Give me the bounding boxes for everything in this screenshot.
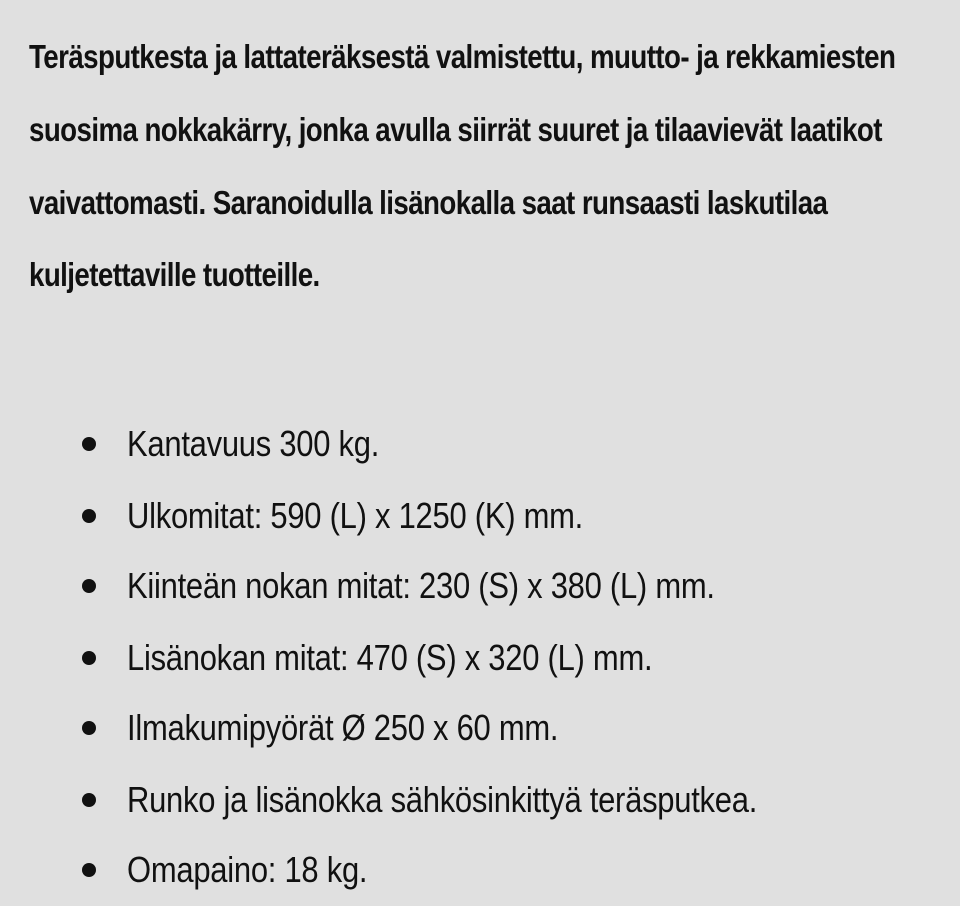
spec-text: Runko ja lisänokka sähkösinkittyä teräsputkea. (127, 779, 758, 820)
intro-text: Teräsputkesta ja lattateräksestä valmistettu, muutto- ja rekkamiesten suosima nokkakärry, jonka avulla siirrät suuret ja tilaavievät laatikot vaivattomasti. Saranoidulla lisänokalla saat runsaasti laskutilaa kuljetettaville tuotteille. (29, 38, 896, 294)
bullet-icon (82, 793, 96, 807)
spec-item (0, 834, 960, 906)
spec-item (0, 408, 960, 480)
bullet-icon (82, 863, 96, 877)
spec-text: Kantavuus 300 kg. (127, 423, 380, 464)
spec-text: Ulkomitat: 590 (L) x 1250 (K) mm. (127, 495, 584, 536)
spec-text: Ilmakumipyörät Ø 250 x 60 mm. (127, 707, 559, 748)
bullet-icon (82, 651, 96, 665)
bullet-icon (82, 509, 96, 523)
spec-item (0, 622, 960, 694)
spec-item (0, 550, 960, 622)
spec-text: Lisänokan mitat: 470 (S) x 320 (L) mm. (127, 637, 653, 678)
spec-item (0, 480, 960, 552)
intro-paragraph (29, 21, 896, 312)
spec-item (0, 764, 960, 836)
spec-text: Omapaino: 18 kg. (127, 849, 368, 890)
bullet-icon (82, 721, 96, 735)
spec-item (0, 692, 960, 764)
bullet-icon (82, 437, 96, 451)
bullet-icon (82, 579, 96, 593)
spec-text: Kiinteän nokan mitat: 230 (S) x 380 (L) mm. (127, 565, 715, 606)
